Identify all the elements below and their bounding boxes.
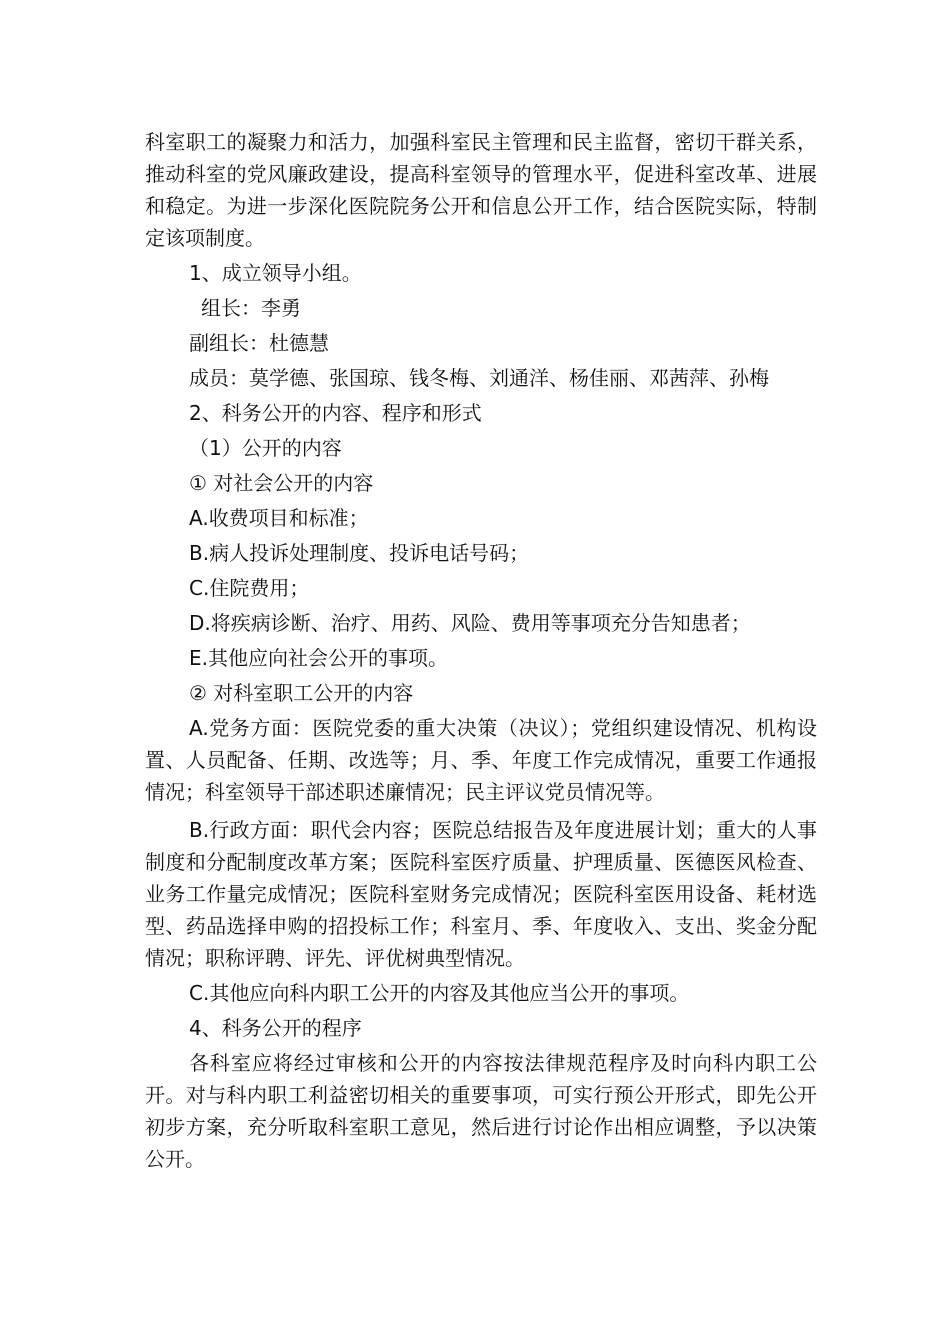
- public-item-a: A.收费项目和标准；: [189, 506, 369, 530]
- deputy-leader-line: 副组长：杜德慧: [189, 331, 329, 355]
- section-2-heading: 2、科务公开的内容、程序和形式: [189, 401, 482, 425]
- staff-item-b: B.行政方面：职代会内容；医院总结报告及年度进展计划；重大的人事制度和分配制度改革方案；医院科室医疗质量、护理质量、医德医风检查、业务工作量完成情况；医院科室财务完成情况；医院科室医用设备、耗材选型、药品选择申购的招投标工作；科室月、季、年度收入、支出、奖金分配情况；职称评聘、评先、评优树典型情况。: [145, 818, 817, 970]
- section-4-heading: 4、科务公开的程序: [189, 1016, 362, 1040]
- staff-item-a: A.党务方面：医院党委的重大决策（决议）；党组织建设情况、机构设置、人员配备、任期、改选等；月、季、年度工作完成情况，重要工作通报情况；科室领导干部述职述廉情况；民主评议党员情况等。: [145, 716, 817, 804]
- intro-paragraph: 科室职工的凝聚力和活力，加强科室民主管理和民主监督，密切干群关系，推动科室的党风廉政建设，提高科室领导的管理水平，促进科室改革、进展和稳定。为进一步深化医院院务公开和信息公开工作，结合医院实际，特制定该项制度。: [145, 130, 817, 250]
- members-paragraph: 成员：莫学德、张国琼、钱冬梅、刘通洋、杨佳丽、邓茜萍、孙梅: [189, 366, 769, 390]
- staff-content-heading: ② 对科室职工公开的内容: [189, 681, 414, 705]
- public-item-d: D.将疾病诊断、治疗、用药、风险、费用等事项充分告知患者；: [189, 611, 751, 635]
- public-content-heading: ① 对社会公开的内容: [189, 471, 374, 495]
- procedure-paragraph: 各科室应将经过审核和公开的内容按法律规范程序及时向科内职工公开。对与科内职工利益密切相关的重要事项，可实行预公开形式，即先公开初步方案，充分听取科室职工意见，然后进行讨论作出相应调整，予以决策公开。: [145, 1051, 817, 1171]
- subsection-1-heading: （1）公开的内容: [189, 436, 342, 460]
- public-item-c: C.住院费用；: [189, 576, 310, 600]
- document-page: [145, 126, 817, 1175]
- section-1-heading: 1、成立领导小组。: [189, 261, 362, 285]
- leader-line: 组长：李勇: [201, 296, 301, 320]
- public-item-b: B.病人投诉处理制度、投诉电话号码；: [189, 541, 530, 565]
- public-item-e: E.其他应向社会公开的事项。: [189, 646, 448, 670]
- staff-item-c: C.其他应向科内职工公开的内容及其他应当公开的事项。: [189, 981, 690, 1005]
